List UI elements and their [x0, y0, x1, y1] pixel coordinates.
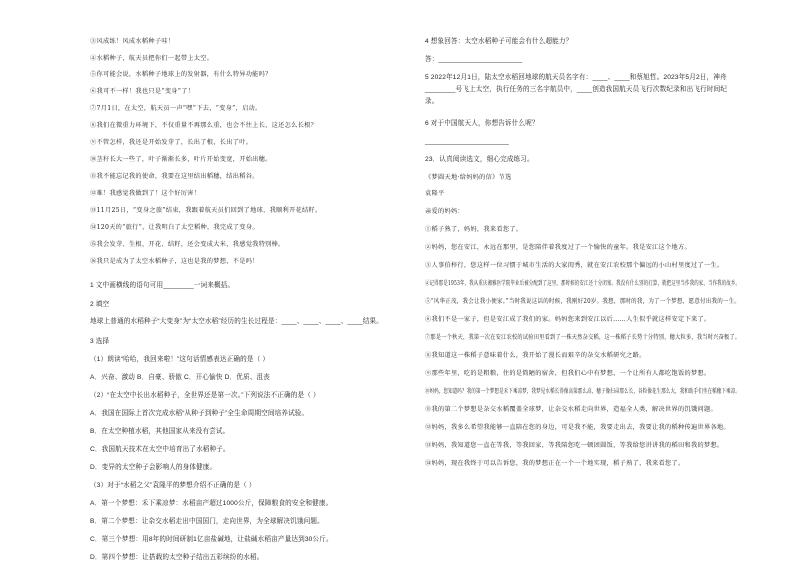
question-3-2: （2）“在太空中长出水稻种子，全世界还是第一次。”下列说法不正确的是（ ）	[90, 392, 320, 399]
passage-paragraph: ⑤“风华正茂，我会让我小便家。”当时我说这话的时候，我刚好20岁。我想，那时的我，为了一个梦想，愿意付出我的一生。	[425, 298, 741, 305]
passage-paragraph: ⑩茎秆长大一些了，叶子渐渐长多，叶片开始变宽，开始出穗。	[90, 156, 272, 163]
passage-paragraph: ③风成练！风成水稻种子哇！	[90, 38, 175, 45]
question-3-title: 3 选择	[90, 338, 110, 345]
passage-paragraph: ⑩妈妈，您知道吗？我的第一个梦想是禾下乘凉梦，我梦见水稻长得像高粱那么高，穗子像扫帚那么长，谷粒像花生那么大，我和助手们坐在稻穗下乘凉。	[425, 388, 740, 395]
option-a: A．我国在国际上首次完成水稻“从种子到种子”全生命周期空间培养试验。	[90, 410, 309, 417]
passage-paragraph: ⑥我可不一样！我也只是“变身”了！	[90, 88, 195, 95]
answer-line: ______________________	[425, 138, 509, 145]
passage-paragraph: ⑫妈妈，我多么希望我能够一直陪在您的身边，可是我不能，我要走出去，我要让我的稻种传遍世界各地。	[425, 424, 730, 431]
question-2-body: 地球上普通的水稻种子“大变身”为“太空水稻”经历的生长过程是：____、____、____、____结果。	[90, 318, 383, 325]
passage-paragraph: ⑦那是一个秋天，我第一次在安江农校的试验田里看到了一株天然杂交稻，这一株稻子长势十分特别，穗大粒多，我当时兴奋极了。	[425, 334, 741, 341]
passage-paragraph: ⑭妈妈，现在我终于可以告诉您，我的梦想正在一个一个地实现，稻子熟了，我来看您了。	[425, 460, 685, 467]
option-d: D．第四个梦想：让搭载的太空种子结出五彩缤纷的水稻。	[90, 554, 264, 561]
passage-paragraph: ④记得那是1953年，我从重庆湘雅医学院毕业后被分配到了这里，那时候的安江还十分闭塞。我没有什么别的打算，就把这里当作我的家，当作我的故乡。	[425, 280, 741, 287]
passage-paragraph: ⑮我会发芽、生根、开花、结籽，还会变成大米，我感觉我特别棒。	[90, 241, 285, 248]
question-3-1: （1）朗读“哈哈，我回来啦！”这句话情感表达正确的是（ ）	[90, 356, 270, 363]
question-3-1-options: A．兴奋、激动 B．自豪、骄傲 C．开心愉快 D．优质、沮丧	[90, 374, 270, 381]
question-1: 1 文中画横线的语句可用________一词来概括。	[90, 282, 235, 289]
passage-author: 袁隆平	[425, 190, 445, 197]
question-2-title: 2 填空	[90, 301, 110, 308]
passage-paragraph: ⑯我只是成为了太空水稻种子，这也是我的梦想，不是吗！	[90, 258, 259, 265]
passage-paragraph: ⑦7月1日，在太空，航天员一声“嘿”下去，“变身”，启动。	[90, 105, 262, 112]
answer-line: 答：______________________	[425, 56, 523, 63]
question-3-3: （3）对于“水稻之父”袁隆平的梦想介绍不正确的是（ ）	[90, 482, 256, 489]
passage-paragraph: ③人事伯梓行，您这样一位习惯于城市生活的大家闺秀，就在安江农校那个偏远的小山村里度过了一生。	[425, 262, 724, 269]
passage-paragraph: ⑨那些年里，吃的是粗粮，住的是简陋的宿舍，但我们心中有梦想，一个让所有人都吃饱饭的梦想。	[425, 370, 711, 377]
passage-paragraph: ②妈妈，您在安江，永远在那里，是您陪伴着我度过了一个愉快的童年。我是安江这个地方。	[425, 244, 691, 251]
passage-paragraph: ⑬妈妈，我知道您一直在等我，等我回家，等我陪您吃一顿团圆饭，等我给您讲讲我的稻田和我的梦想。	[425, 442, 724, 449]
passage-paragraph: ⑤你可能会说，水稻种子地球上的发射器，有什么特异功能吗？	[90, 71, 272, 78]
question-6: 6 对于中国航天人，你想告诉什么呢？	[425, 120, 539, 127]
question-4: 4 想象回答：太空水稻种子可能会有什么超能力？	[425, 38, 573, 45]
passage-paragraph: ⑭120天的“旅行”，让我明白了太空稻种，我完成了变身。	[90, 224, 259, 231]
passage-paragraph: ⑪我不能忘记我的使命，我要在这里结出稻穗，结出稻谷。	[90, 173, 259, 180]
passage-paragraph: ⑬11月25日，“变身之旅”结束，我跟着航天员们回到了地球，我顺利开花结籽。	[90, 207, 322, 214]
letter-salutation: 亲爱的妈妈：	[425, 208, 464, 215]
question-23: 23．认真阅读选文，细心完成练习。	[425, 156, 534, 163]
passage-paragraph: ⑫难！我感觉我做到了！这个好厉害！	[90, 190, 201, 197]
passage-paragraph: ⑧我们在微重力环境下，不仅重量不再那么重，也会不往上长，这还怎么长根？	[90, 122, 318, 129]
passage-title: 《梦圆天地·给妈妈的信》节选	[425, 174, 512, 181]
option-d: D．变异的太空种子会影响人的身体健康。	[90, 464, 217, 471]
passage-paragraph: ⑪我的第二个梦想是杂交水稻覆盖全球梦，让杂交水稻走向世界，造福全人类，解决世界的饥饿问题。	[425, 406, 717, 413]
question-5: 5 2022年12月1日，陆太空水稻回地球的航天员名字有：____、____和蔡旭哲。2023年5月2日，神舟________号飞上太空，执行任务的三名宇航员中，____创造我国航天员飞行次数纪录和出飞行时间纪录。	[425, 74, 728, 105]
option-c: C．第三个梦想：用8年的时间研制1亿亩盐碱地，让盐碱水稻亩产量达到30公斤。	[90, 536, 333, 543]
option-a: A．第一个梦想：禾下乘凉梦：水稻亩产超过1000公斤，保障粮食的安全和健康。	[90, 500, 333, 507]
passage-paragraph: ⑥我们不是一家子，但是安江成了我们的家。妈妈您来到安江以后……人生似乎就这样安定下来了。	[425, 316, 711, 323]
option-b: B．第二个梦想：让杂交水稻走出中国国门，走向世界，为全球解决饥饿问题。	[90, 518, 324, 525]
passage-paragraph: ④水稻种子，航天员把你们一起带上太空。	[90, 55, 214, 62]
passage-paragraph: ⑨不管怎样，我还是开始发芽了，长出了根，长出了叶。	[90, 139, 253, 146]
option-c: C．我国航天技术在太空中培育出了水稻种子。	[90, 446, 230, 453]
passage-paragraph: ⑧我知道这一株稻子意味着什么，我开始了漫长而艰辛的杂交水稻研究之路。	[425, 352, 646, 359]
passage-paragraph: ①稻子熟了，妈妈，我来看您了。	[425, 226, 523, 233]
option-b: B．在太空种植水稻，其他国家从来没有尝试。	[90, 428, 230, 435]
